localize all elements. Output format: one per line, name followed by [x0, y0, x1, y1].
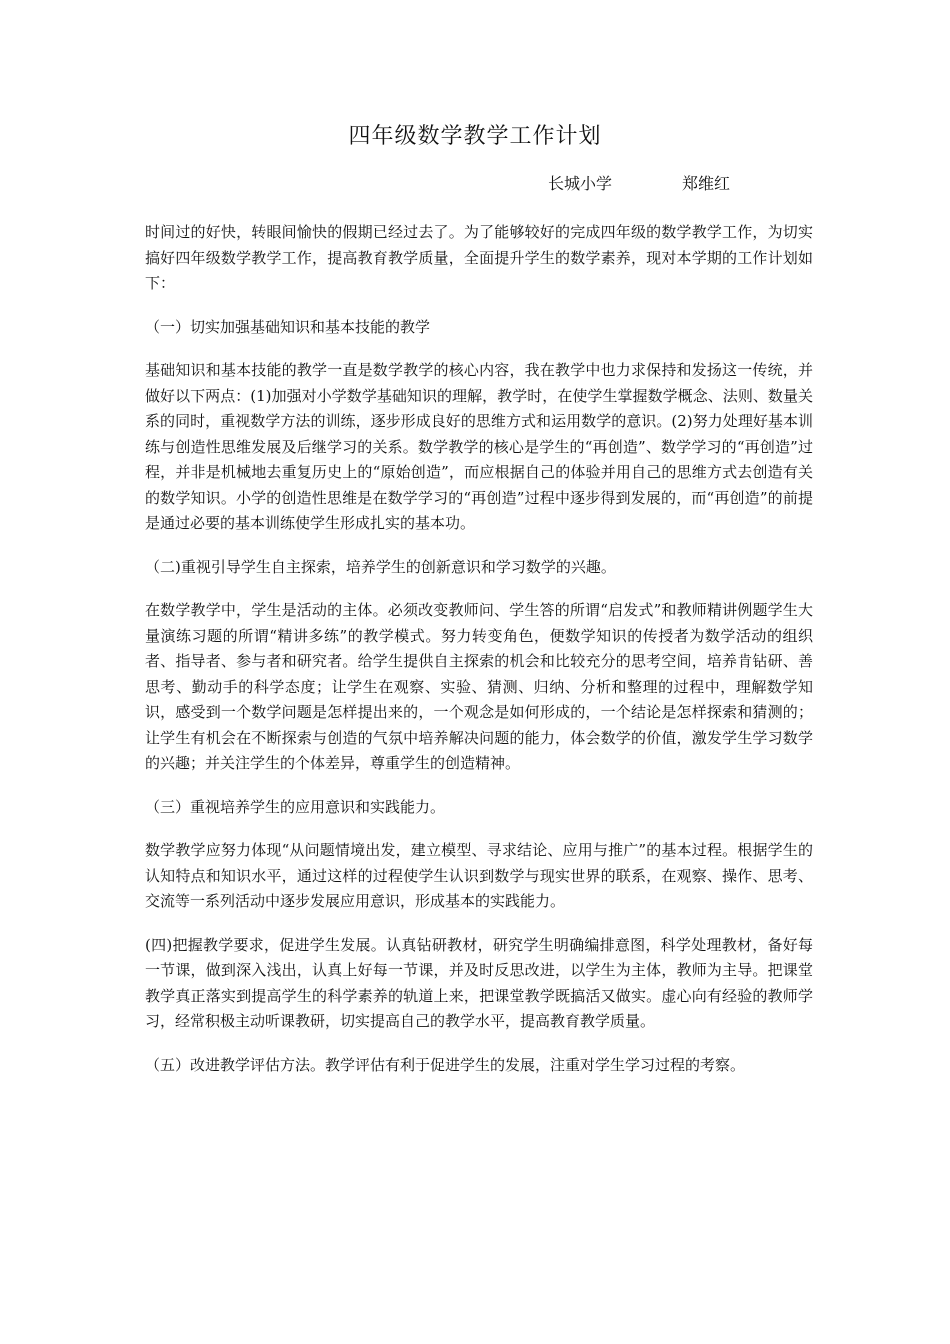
section-heading-1: （一）切实加强基础知识和基本技能的教学 [145, 317, 431, 336]
author-line [548, 172, 730, 196]
section-paragraph-1: 基础知识和基本技能的教学一直是数学教学的核心内容，我在教学中也力求保持和发扬这一传统，并做好以下两点：(1)加强对小学数学基础知识的理解，教学时，在使学生掌握数学概念、法则、数量关系的同时，重视数学方法的训练，逐步形成良好的思维方式和运用数学的意识。(2)努力处理好基本训练与创造性思维发展及后继学习的关系。数学教学的核心是学生的“再创造”、数学学习的“再创造”过程，并非是机械地去重复历史上的“原始创造”，而应根据自己的体验并用自己的思维方式去创造有关的数学知识。小学的创造性思维是在数学学习的“再创造”过程中逐步得到发展的，而“再创造”的前提是通过必要的基本训练使学生形成扎实的基本功。 [145, 361, 813, 532]
school-name: 长城小学 [548, 174, 613, 193]
document-title: 四年级数学教学工作计划 [348, 124, 602, 149]
intro-paragraph: 时间过的好快，转眼间愉快的假期已经过去了。为了能够较好的完成四年级的数学教学工作，为切实搞好四年级数学教学工作，提高教育教学质量，全面提升学生的数学素养，现对本学期的工作计划如下： [145, 223, 813, 292]
section-heading-3: （三）重视培养学生的应用意识和实践能力。 [145, 797, 446, 816]
section-paragraph-2: 在数学教学中，学生是活动的主体。必须改变教师问、学生答的所谓“启发式”和教师精讲例题学生大量演练习题的所谓“精讲多练”的教学模式。努力转变角色，便数学知识的传授者为数学活动的组织者、指导者、参与者和研究者。给学生提供自主探索的机会和比较充分的思考空间，培养肯钻研、善思考、勤动手的科学态度；让学生在观察、实验、猜测、归纳、分析和整理的过程中，理解数学知识，感受到一个数学问题是怎样提出来的，一个观念是如何形成的，一个结论是怎样探索和猜测的；让学生有机会在不断探索与创造的气氛中培养解决问题的能力，体会数学的价值，激发学生学习数学的兴趣；并关注学生的个体差异，尊重学生的创造精神。 [145, 601, 813, 772]
section-paragraph-5: （五）改进教学评估方法。教学评估有利于促进学生的发展，注重对学生学习过程的考察。 [145, 1055, 746, 1074]
author-name: 郑维红 [682, 174, 731, 193]
section-paragraph-4: (四)把握教学要求，促进学生发展。认真钻研教材，研究学生明确编排意图，科学处理教材，备好每一节课，做到深入浅出，认真上好每一节课，并及时反思改进，以学生为主体，教师为主导。把课堂教学真正落实到提高学生的科学素养的轨道上来，把课堂教学既搞活又做实。虚心向有经验的教师学习，经常积极主动听课教研，切实提高自己的教学水平，提高教育教学质量。 [145, 935, 813, 1030]
document-body [145, 220, 813, 1096]
section-paragraph-3: 数学教学应努力体现“从问题情境出发，建立模型、寻求结论、应用与推广”的基本过程。根据学生的认知特点和知识水平，通过这样的过程使学生认识到数学与现实世界的联系，在观察、操作、思考、交流等一系列活动中逐步发展应用意识，形成基本的实践能力。 [145, 841, 813, 910]
section-heading-2: （二)重视引导学生自主探索，培养学生的创新意识和学习数学的兴趣。 [145, 557, 616, 576]
